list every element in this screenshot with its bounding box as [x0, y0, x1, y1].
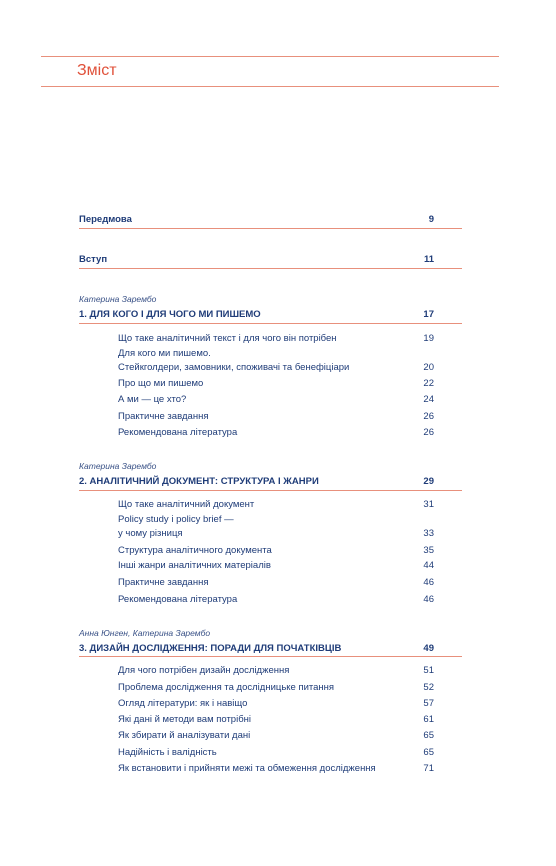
toc-subentry-page: 22: [423, 378, 434, 389]
chapter-rule: [79, 323, 462, 324]
page-title: Зміст: [77, 62, 117, 79]
toc-subentry-label: Практичне завдання: [118, 411, 209, 422]
toc-subentry-label: Рекомендована література: [118, 594, 238, 605]
toc-subentry-label: Проблема дослідження та дослідницьке питання: [118, 682, 335, 693]
toc-subentry-page: 46: [423, 577, 434, 588]
toc-subentry[interactable]: [118, 682, 434, 693]
toc-subentry[interactable]: [118, 394, 434, 405]
toc-subentry-page: 33: [423, 528, 434, 539]
toc-entry-page: 9: [428, 214, 434, 225]
chapter-author: Катерина Зарембо: [79, 461, 157, 471]
toc-subentry-page: 46: [423, 594, 434, 605]
toc-subentry-label: Про що ми пишемо: [118, 378, 204, 389]
header-bottom-rule: [41, 86, 499, 87]
toc-subentry-label: Структура аналітичного документа: [118, 545, 272, 556]
toc-subentry-page: 51: [423, 665, 434, 676]
toc-subentry[interactable]: [118, 763, 434, 774]
toc-subentry-label: Що таке аналітичний документ: [118, 499, 255, 510]
toc-subentry-page: 65: [423, 730, 434, 741]
toc-subentry-page: 52: [423, 682, 434, 693]
chapter-author: Анна Юнген, Катерина Зарембо: [79, 628, 211, 638]
chapter-title: 2. АНАЛІТИЧНИЙ ДОКУМЕНТ: СТРУКТУРА І ЖАНРИ: [79, 476, 319, 487]
toc-subentry-label: Інші жанри аналітичних матеріалів: [118, 560, 271, 571]
toc-subentry[interactable]: [118, 714, 434, 725]
toc-entry-rule: [79, 228, 462, 229]
toc-subentry-label: Які дані й методи вам потрібні: [118, 714, 251, 725]
chapter-page: 17: [423, 309, 434, 320]
toc-entry-label: Передмова: [79, 214, 132, 225]
toc-subentry-label[interactable]: Policy study і policy brief —: [118, 514, 234, 525]
chapter-page: 49: [423, 643, 434, 654]
toc-subentry-page: 44: [423, 560, 434, 571]
toc-subentry[interactable]: [118, 594, 434, 605]
toc-subentry[interactable]: [118, 362, 434, 373]
toc-subentry[interactable]: [118, 427, 434, 438]
toc-subentry-label: Рекомендована література: [118, 427, 238, 438]
toc-subentry-label: Як збирати й аналізувати дані: [118, 730, 251, 741]
chapter-title: 3. ДИЗАЙН ДОСЛІДЖЕННЯ: ПОРАДИ ДЛЯ ПОЧАТКІВЦІВ: [79, 643, 342, 654]
toc-entry-page: 11: [423, 254, 434, 265]
toc-entry-preface[interactable]: [79, 214, 434, 225]
toc-subentry-label: Для чого потрібен дизайн дослідження: [118, 665, 290, 676]
toc-subentry-page: 19: [423, 333, 434, 344]
toc-subentry-label: Практичне завдання: [118, 577, 209, 588]
toc-subentry-page: 31: [423, 499, 434, 510]
toc-subentry-page: 65: [423, 747, 434, 758]
toc-subentry-label: Що таке аналітичний текст і для чого він потрібен: [118, 333, 337, 344]
toc-subentry-page: 20: [423, 362, 434, 373]
toc-subentry[interactable]: [118, 577, 434, 588]
toc-subentry[interactable]: [118, 730, 434, 741]
chapter-page: 29: [423, 476, 434, 487]
toc-subentry-label: А ми — це хто?: [118, 394, 187, 405]
toc-subentry[interactable]: [118, 378, 434, 389]
toc-subentry-label: у чому різниця: [118, 528, 183, 539]
toc-subentry-page: 24: [423, 394, 434, 405]
toc-subentry[interactable]: [118, 528, 434, 539]
toc-subentry-label: Стейкголдери, замовники, споживачі та бенефіціари: [118, 362, 350, 373]
toc-subentry[interactable]: [118, 411, 434, 422]
toc-entry-label: Вступ: [79, 254, 108, 265]
toc-subentry-label: Огляд літератури: як і навіщо: [118, 698, 248, 709]
toc-subentry[interactable]: [118, 560, 434, 571]
chapter-author: Катерина Зарембо: [79, 294, 157, 304]
toc-subentry-label: Надійність і валідність: [118, 747, 217, 758]
toc-subentry[interactable]: [118, 333, 434, 344]
toc-subentry[interactable]: [118, 545, 434, 556]
toc-entry-introduction[interactable]: [79, 254, 434, 265]
toc-subentry-page: 26: [423, 427, 434, 438]
toc-entry-rule: [79, 268, 462, 269]
toc-subentry-page: 26: [423, 411, 434, 422]
header-top-rule: [41, 56, 499, 57]
chapter-heading[interactable]: [79, 476, 434, 487]
toc-subentry-label: Як встановити і прийняти межі та обмеження дослідження: [118, 763, 376, 774]
toc-subentry[interactable]: [118, 698, 434, 709]
toc-subentry[interactable]: [118, 665, 434, 676]
toc-subentry-page: 61: [423, 714, 434, 725]
toc-subentry[interactable]: [118, 747, 434, 758]
chapter-rule: [79, 656, 462, 657]
chapter-heading[interactable]: [79, 309, 434, 320]
chapter-heading[interactable]: [79, 643, 434, 654]
toc-subentry-label[interactable]: Для кого ми пишемо.: [118, 348, 211, 359]
chapter-rule: [79, 490, 462, 491]
chapter-title: 1. ДЛЯ КОГО І ДЛЯ ЧОГО МИ ПИШЕМО: [79, 309, 261, 320]
toc-subentry[interactable]: [118, 499, 434, 510]
toc-subentry-page: 35: [423, 545, 434, 556]
toc-subentry-page: 57: [423, 698, 434, 709]
toc-subentry-page: 71: [423, 763, 434, 774]
